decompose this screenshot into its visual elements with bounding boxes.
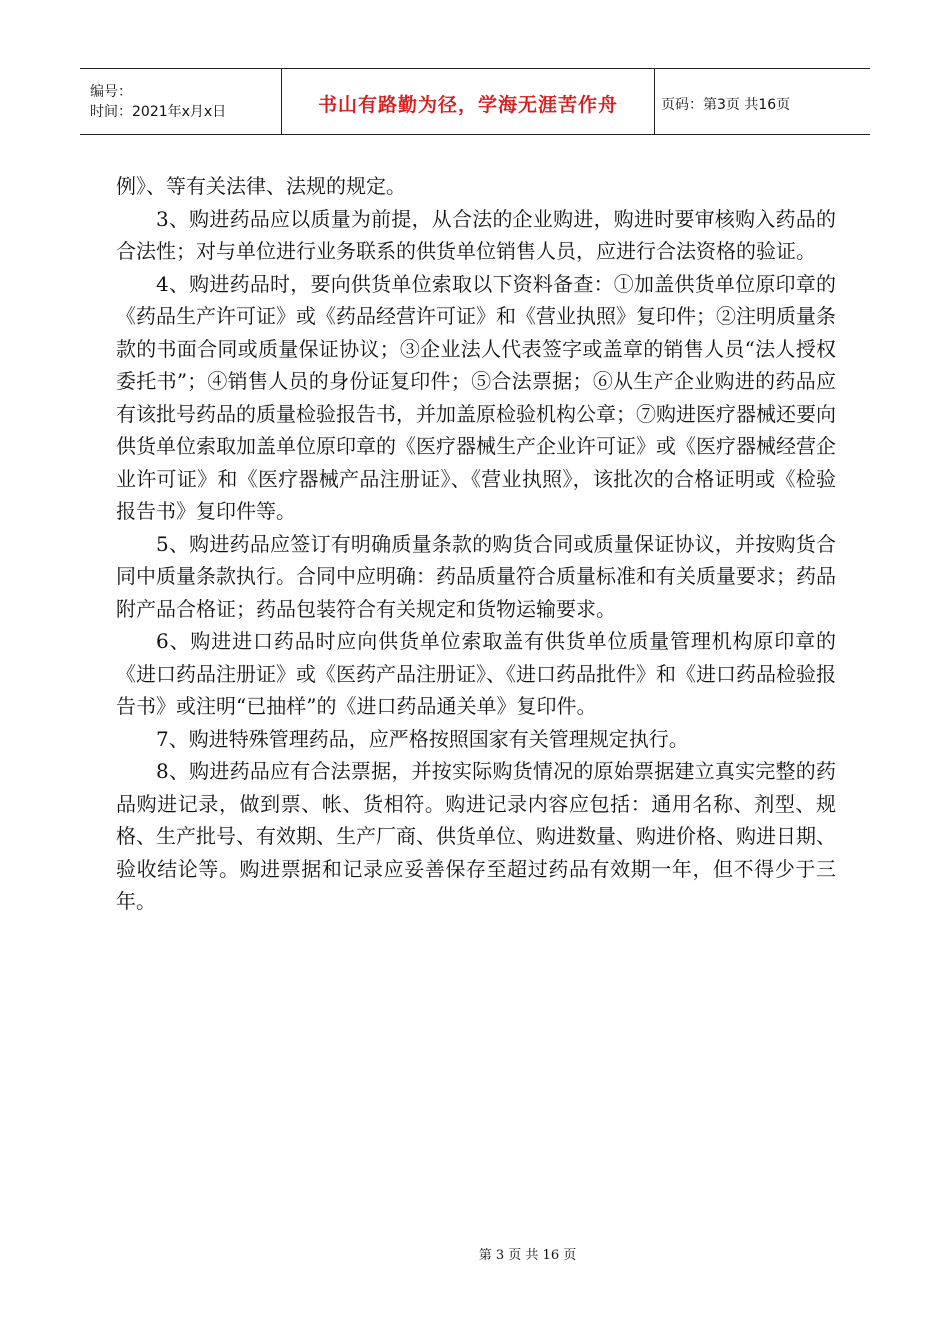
paragraph-item-6: 6、购进进口药品时应向供货单位索取盖有供货单位质量管理机构原印章的《进口药品注册证》或《医药产品注册证》、《进口药品批件》和《进口药品检验报告书》或注明“已抽样”的《进口药品通关单》复印件。: [116, 629, 836, 718]
paragraph-item-4: 4、购进药品时，要向供货单位索取以下资料备查：①加盖供货单位原印章的《药品生产许可证》或《药品经营许可证》和《营业执照》复印件；②注明质量条款的书面合同或质量保证协议；③企业法人代表签字或盖章的销售人员“法人授权委托书”；④销售人员的身份证复印件；⑤合法票据；⑥从生产企业购进的药品应有该批号药品的质量检验报告书，并加盖原检验机构公章；⑦购进医疗器械还要向供货单位索取加盖单位原印章的《医疗器械生产企业许可证》或《医疗器械经营企业许可证》和《医疗器械产品注册证》、《营业执照》，该批次的合格证明或《检验报告书》复印件等。: [116, 271, 836, 523]
header-motto-cell: [282, 69, 655, 134]
document-number-label: 编号：: [90, 83, 132, 100]
header-motto: 书山有路勤为径，学海无涯苦作舟: [317, 94, 618, 116]
paragraph-item-8: 8、购进药品应有合法票据，并按实际购货情况的原始票据建立真实完整的药品购进记录，做到票、帐、货相符。购进记录内容应包括：通用名称、剂型、规格、生产批号、有效期、生产厂商、供货单位、购进数量、购进价格、购进日期、验收结论等。购进票据和记录应妥善保存至超过药品有效期一年，但不得少于三年。: [116, 759, 836, 913]
document-date-label: 时间：2021年x月x日: [90, 103, 227, 120]
page-header: [80, 68, 870, 135]
paragraph-item-7: 7、购进特殊管理药品，应严格按照国家有关管理规定执行。: [156, 726, 689, 751]
paragraph-continued: 例》、等有关法律、法规的规定。: [116, 174, 406, 198]
header-page-info: 页码：第3页 共16页: [661, 96, 791, 113]
header-meta: [80, 69, 282, 134]
paragraph-item-5: 5、购进药品应签订有明确质量条款的购货合同或质量保证协议，并按购货合同中质量条款执行。合同中应明确：药品质量符合质量标准和有关质量要求；药品附产品合格证；药品包装符合有关规定和货物运输要求。: [116, 531, 836, 621]
page-footer: 第 3 页 共 16 页: [478, 1248, 577, 1263]
paragraph-item-3: 3、购进药品应以质量为前提，从合法的企业购进，购进时要审核购入药品的合法性；对与单位进行业务联系的供货单位销售人员，应进行合法资格的验证。: [116, 206, 836, 263]
document-body: [116, 170, 836, 918]
header-page-cell: [655, 69, 870, 134]
